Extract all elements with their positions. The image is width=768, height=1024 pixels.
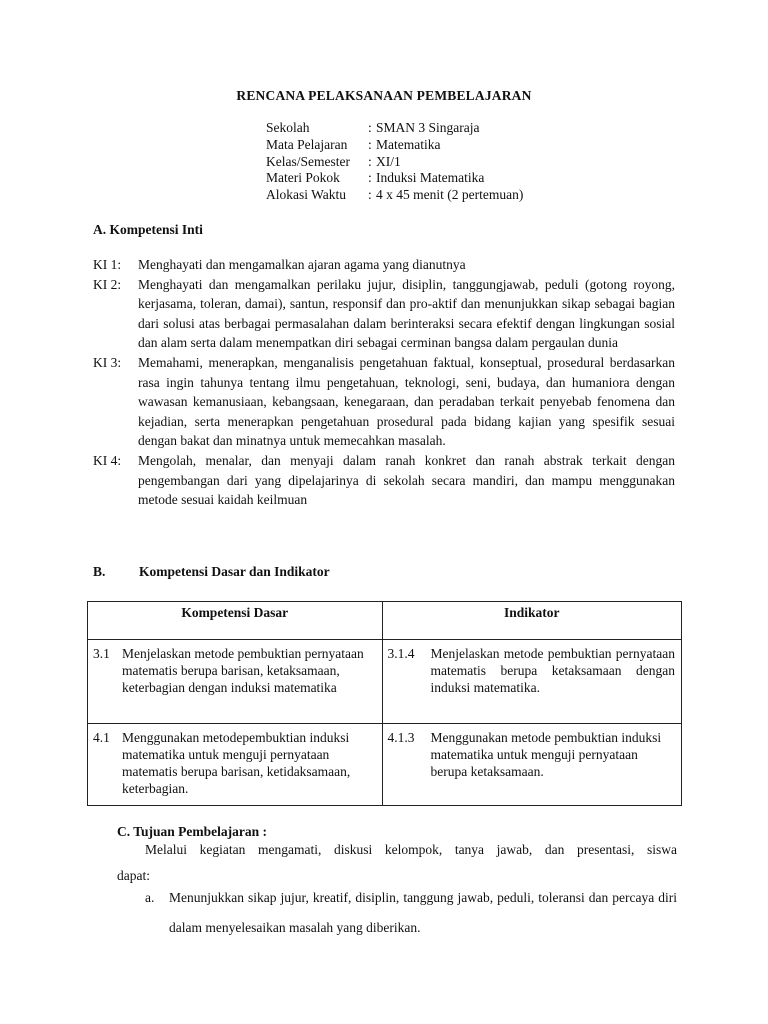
meta-separator: :	[368, 153, 372, 169]
document-title: RENCANA PELAKSANAAN PEMBELAJARAN	[236, 88, 532, 103]
ki-number: KI 1:	[93, 257, 122, 272]
table-row	[88, 640, 682, 724]
meta-row-sekolah	[266, 120, 523, 137]
meta-separator: :	[368, 120, 372, 135]
table-cell-indikator	[382, 640, 681, 724]
ki-number: KI 4:	[93, 452, 122, 468]
meta-row-alokasi-waktu	[266, 187, 523, 204]
meta-separator: :	[368, 170, 372, 186]
table-header-row	[88, 602, 682, 640]
table-header-indikator: Indikator	[382, 602, 681, 640]
meta-separator: :	[368, 136, 372, 152]
meta-value: Matematika	[376, 136, 441, 152]
indikator-text: Menggunakan metode pembuktian induksi matematika untuk menguji pernyataan berupa ketaksamaan.	[430, 730, 662, 779]
meta-value: XI/1	[376, 153, 401, 169]
meta-separator: :	[368, 187, 372, 203]
kd-number: 3.1	[93, 646, 110, 661]
table-row	[88, 724, 682, 806]
ki-item-3	[93, 353, 675, 451]
table-cell-indikator	[382, 724, 681, 806]
ki-text: Menghayati dan mengamalkan perilaku jujur, disiplin, tanggungjawab, peduli (gotong royong, kerjasama, toleran, damai), santun, responsif dan pro-aktif dan menunjukkan sikap sebagai bagian dari solusi atas berbagai permasalahan dalam berinteraksi secara efektif dengan lingkungan sosial dan alam serta dalam menempatkan diri sebagai cerminan bangsa dalam pergaulan dunia	[138, 276, 675, 351]
meta-label: Alokasi Waktu	[266, 187, 347, 203]
section-a-heading: A. Kompetensi Inti	[93, 222, 203, 237]
section-c-intro-line2: dapat:	[117, 868, 150, 883]
meta-value: 4 x 45 menit (2 pertemuan)	[376, 187, 524, 203]
meta-label: Mata Pelajaran	[266, 136, 348, 152]
ki-number: KI 3:	[93, 354, 122, 370]
meta-label: Sekolah	[266, 120, 310, 135]
ki-text: Mengolah, menalar, dan menyaji dalam ranah konkret dan ranah abstrak terkait dengan pengembangan dari yang dipelajarinya di sekolah secara mandiri, dan mampu menggunakan metode sesuai kaidah keilmuan	[138, 452, 675, 508]
table-cell-kd	[88, 640, 383, 724]
kd-number: 4.1	[93, 730, 110, 745]
metadata-block	[266, 120, 523, 204]
table-header-kd: Kompetensi Dasar	[88, 602, 383, 640]
section-c-heading: C. Tujuan Pembelajaran :	[117, 824, 268, 839]
section-b-heading: Kompetensi Dasar dan Indikator	[139, 564, 330, 579]
kd-text: Menggunakan metodepembuktian induksi matematika untuk menguji pernyataan matematis berupa barisan, ketidaksamaan, keterbagian.	[122, 730, 351, 796]
meta-label: Materi Pokok	[266, 170, 340, 186]
ki-item-2	[93, 275, 675, 353]
meta-row-materi-pokok	[266, 170, 523, 187]
indikator-text: Menjelaskan metode pembuktian pernyataan matematis berupa ketaksamaan dengan induksi matematika.	[430, 646, 675, 695]
list-item-marker: a.	[145, 890, 155, 905]
ki-text: Menghayati dan mengamalkan ajaran agama yang dianutnya	[138, 257, 466, 272]
ki-text: Memahami, menerapkan, menganalisis pengetahuan faktual, konseptual, prosedural berdasarkan rasa ingin tahunya tentang ilmu pengetahuan, teknologi, seni, budaya, dan humaniora dengan wawasan kemanusiaan, kebangsaan, kenegaraan, dan peradaban terkait penyebab fenomena dan kejadian, serta menerapkan pengetahuan prosedural pada bidang kajian yang spesifik sesuai dengan bakat dan minatnya untuk memecahkan masalah.	[138, 354, 675, 449]
kd-text: Menjelaskan metode pembuktian pernyataan matematis berupa barisan, ketaksamaan, keterbagian dengan induksi matematika	[122, 646, 364, 695]
ki-number: KI 2:	[93, 276, 122, 292]
meta-value: Induksi Matematika	[376, 170, 485, 186]
section-b-letter: B.	[93, 564, 106, 579]
indikator-number: 3.1.4	[387, 646, 415, 661]
kompetensi-inti-list	[93, 255, 675, 510]
ki-item-4	[93, 451, 675, 510]
meta-row-kelas-semester	[266, 154, 523, 171]
indikator-number: 4.1.3	[387, 730, 415, 745]
table-cell-kd	[88, 724, 383, 806]
list-item-text: Menunjukkan sikap jujur, kreatif, disiplin, tanggung jawab, peduli, toleransi dan percaya diri dalam menyelesaikan masalah yang diberikan.	[169, 890, 677, 935]
kompetensi-dasar-table	[87, 601, 682, 806]
meta-row-mata-pelajaran	[266, 137, 523, 154]
list-item	[145, 883, 677, 943]
ki-item-1	[93, 255, 675, 275]
meta-value: SMAN 3 Singaraja	[376, 120, 480, 135]
section-c-intro-line1: Melalui kegiatan mengamati, diskusi kelompok, tanya jawab, dan presentasi, siswa	[145, 842, 677, 857]
meta-label: Kelas/Semester	[266, 153, 350, 169]
